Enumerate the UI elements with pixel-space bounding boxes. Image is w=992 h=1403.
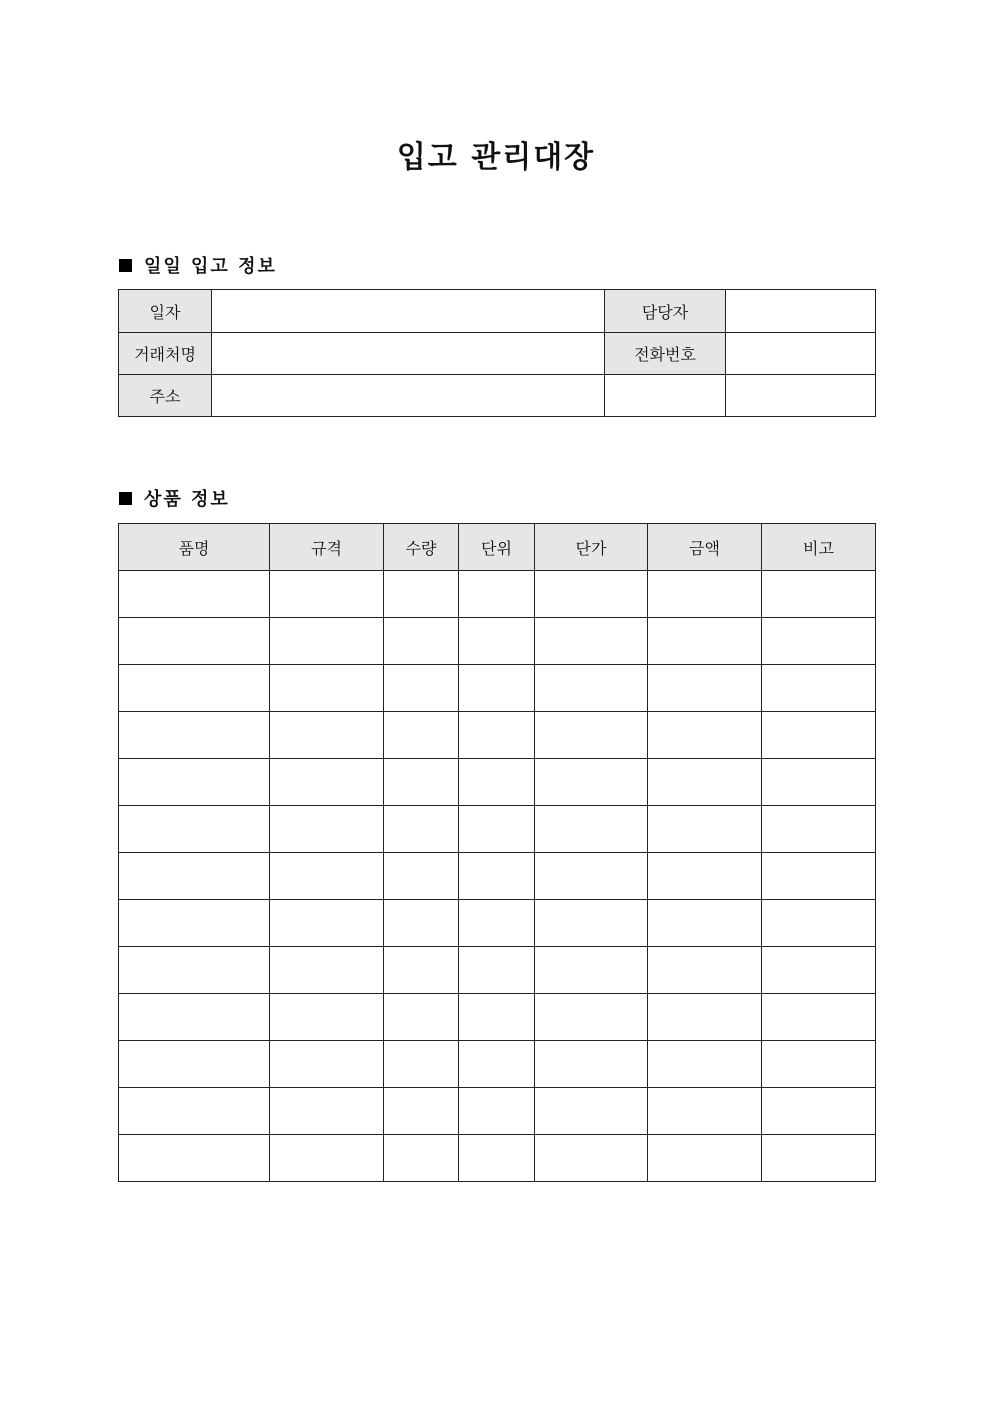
amount-cell[interactable] bbox=[648, 665, 762, 712]
remarks-cell[interactable] bbox=[762, 947, 876, 994]
spec-cell[interactable] bbox=[270, 853, 384, 900]
unit-cell[interactable] bbox=[459, 947, 535, 994]
extra-field-2[interactable] bbox=[726, 375, 876, 417]
spec-cell[interactable] bbox=[270, 1041, 384, 1088]
amount-cell[interactable] bbox=[648, 618, 762, 665]
item-name-cell[interactable] bbox=[119, 994, 270, 1041]
amount-cell[interactable] bbox=[648, 1041, 762, 1088]
unit-price-cell[interactable] bbox=[535, 571, 648, 618]
amount-cell[interactable] bbox=[648, 1135, 762, 1182]
client-label: 거래처명 bbox=[119, 333, 212, 375]
info-row-client bbox=[119, 333, 876, 375]
quantity-cell[interactable] bbox=[384, 759, 459, 806]
table-row bbox=[119, 1088, 876, 1135]
date-field[interactable] bbox=[212, 290, 605, 333]
unit-cell[interactable] bbox=[459, 806, 535, 853]
spec-cell[interactable] bbox=[270, 806, 384, 853]
unit-cell[interactable] bbox=[459, 618, 535, 665]
square-bullet-icon bbox=[119, 259, 132, 272]
table-row bbox=[119, 665, 876, 712]
section-heading-product-info bbox=[119, 485, 230, 511]
amount-cell[interactable] bbox=[648, 947, 762, 994]
product-table-body bbox=[119, 571, 876, 1182]
unit-cell[interactable] bbox=[459, 1041, 535, 1088]
table-row bbox=[119, 1041, 876, 1088]
daily-receipt-info-table bbox=[118, 289, 876, 417]
unit-cell[interactable] bbox=[459, 853, 535, 900]
column-header-spec: 규격 bbox=[270, 524, 384, 571]
table-row bbox=[119, 900, 876, 947]
unit-price-cell[interactable] bbox=[535, 994, 648, 1041]
unit-price-cell[interactable] bbox=[535, 1135, 648, 1182]
spec-cell[interactable] bbox=[270, 994, 384, 1041]
quantity-cell[interactable] bbox=[384, 853, 459, 900]
info-row-address bbox=[119, 375, 876, 417]
spec-cell[interactable] bbox=[270, 1088, 384, 1135]
item-name-cell[interactable] bbox=[119, 900, 270, 947]
phone-field[interactable] bbox=[726, 333, 876, 375]
remarks-cell[interactable] bbox=[762, 853, 876, 900]
quantity-cell[interactable] bbox=[384, 1135, 459, 1182]
phone-label: 전화번호 bbox=[605, 333, 726, 375]
item-name-cell[interactable] bbox=[119, 1135, 270, 1182]
table-row bbox=[119, 1135, 876, 1182]
remarks-cell[interactable] bbox=[762, 1041, 876, 1088]
address-field[interactable] bbox=[212, 375, 605, 417]
quantity-cell[interactable] bbox=[384, 571, 459, 618]
unit-price-cell[interactable] bbox=[535, 759, 648, 806]
table-row bbox=[119, 806, 876, 853]
item-name-cell[interactable] bbox=[119, 712, 270, 759]
unit-price-cell[interactable] bbox=[535, 947, 648, 994]
manager-label: 담당자 bbox=[605, 290, 726, 333]
table-row bbox=[119, 853, 876, 900]
table-row bbox=[119, 618, 876, 665]
unit-price-cell[interactable] bbox=[535, 618, 648, 665]
quantity-cell[interactable] bbox=[384, 900, 459, 947]
section-heading-text: 상품 정보 bbox=[144, 489, 230, 510]
column-header-amount: 금액 bbox=[648, 524, 762, 571]
column-header-unit: 단위 bbox=[459, 524, 535, 571]
remarks-cell[interactable] bbox=[762, 1088, 876, 1135]
unit-price-cell[interactable] bbox=[535, 853, 648, 900]
remarks-cell[interactable] bbox=[762, 665, 876, 712]
spec-cell[interactable] bbox=[270, 571, 384, 618]
table-row bbox=[119, 759, 876, 806]
remarks-cell[interactable] bbox=[762, 994, 876, 1041]
item-name-cell[interactable] bbox=[119, 806, 270, 853]
table-row bbox=[119, 571, 876, 618]
quantity-cell[interactable] bbox=[384, 665, 459, 712]
remarks-cell[interactable] bbox=[762, 571, 876, 618]
spec-cell[interactable] bbox=[270, 900, 384, 947]
spec-cell[interactable] bbox=[270, 712, 384, 759]
spec-cell[interactable] bbox=[270, 1135, 384, 1182]
unit-price-cell[interactable] bbox=[535, 806, 648, 853]
spec-cell[interactable] bbox=[270, 665, 384, 712]
column-header-quantity: 수량 bbox=[384, 524, 459, 571]
unit-price-cell[interactable] bbox=[535, 665, 648, 712]
product-info-table bbox=[118, 523, 876, 1182]
amount-cell[interactable] bbox=[648, 712, 762, 759]
address-label: 주소 bbox=[119, 375, 212, 417]
date-label: 일자 bbox=[119, 290, 212, 333]
unit-cell[interactable] bbox=[459, 571, 535, 618]
unit-cell[interactable] bbox=[459, 1088, 535, 1135]
quantity-cell[interactable] bbox=[384, 947, 459, 994]
amount-cell[interactable] bbox=[648, 806, 762, 853]
product-header-row bbox=[119, 524, 876, 571]
unit-price-cell[interactable] bbox=[535, 900, 648, 947]
quantity-cell[interactable] bbox=[384, 1041, 459, 1088]
remarks-cell[interactable] bbox=[762, 806, 876, 853]
info-row-date bbox=[119, 290, 876, 333]
item-name-cell[interactable] bbox=[119, 759, 270, 806]
quantity-cell[interactable] bbox=[384, 994, 459, 1041]
table-row bbox=[119, 712, 876, 759]
table-row bbox=[119, 994, 876, 1041]
client-field[interactable] bbox=[212, 333, 605, 375]
remarks-cell[interactable] bbox=[762, 1135, 876, 1182]
unit-cell[interactable] bbox=[459, 1135, 535, 1182]
column-header-item-name: 품명 bbox=[119, 524, 270, 571]
section-heading-daily-receipt bbox=[119, 252, 277, 278]
unit-cell[interactable] bbox=[459, 994, 535, 1041]
quantity-cell[interactable] bbox=[384, 1088, 459, 1135]
quantity-cell[interactable] bbox=[384, 806, 459, 853]
square-bullet-icon bbox=[119, 492, 132, 505]
spec-cell[interactable] bbox=[270, 947, 384, 994]
amount-cell[interactable] bbox=[648, 1088, 762, 1135]
unit-price-cell[interactable] bbox=[535, 1088, 648, 1135]
remarks-cell[interactable] bbox=[762, 618, 876, 665]
remarks-cell[interactable] bbox=[762, 712, 876, 759]
item-name-cell[interactable] bbox=[119, 571, 270, 618]
spec-cell[interactable] bbox=[270, 759, 384, 806]
unit-cell[interactable] bbox=[459, 900, 535, 947]
quantity-cell[interactable] bbox=[384, 618, 459, 665]
unit-cell[interactable] bbox=[459, 665, 535, 712]
quantity-cell[interactable] bbox=[384, 712, 459, 759]
table-row bbox=[119, 947, 876, 994]
amount-cell[interactable] bbox=[648, 853, 762, 900]
item-name-cell[interactable] bbox=[119, 853, 270, 900]
extra-field-1[interactable] bbox=[605, 375, 726, 417]
column-header-remarks: 비고 bbox=[762, 524, 876, 571]
amount-cell[interactable] bbox=[648, 571, 762, 618]
unit-cell[interactable] bbox=[459, 712, 535, 759]
item-name-cell[interactable] bbox=[119, 1088, 270, 1135]
amount-cell[interactable] bbox=[648, 994, 762, 1041]
item-name-cell[interactable] bbox=[119, 618, 270, 665]
item-name-cell[interactable] bbox=[119, 665, 270, 712]
remarks-cell[interactable] bbox=[762, 900, 876, 947]
item-name-cell[interactable] bbox=[119, 947, 270, 994]
column-header-unit-price: 단가 bbox=[535, 524, 648, 571]
section-heading-text: 일일 입고 정보 bbox=[144, 256, 277, 277]
spec-cell[interactable] bbox=[270, 618, 384, 665]
remarks-cell[interactable] bbox=[762, 759, 876, 806]
unit-price-cell[interactable] bbox=[535, 712, 648, 759]
page-title: 입고 관리대장 bbox=[396, 140, 596, 175]
item-name-cell[interactable] bbox=[119, 1041, 270, 1088]
unit-cell[interactable] bbox=[459, 759, 535, 806]
amount-cell[interactable] bbox=[648, 900, 762, 947]
manager-field[interactable] bbox=[726, 290, 876, 333]
unit-price-cell[interactable] bbox=[535, 1041, 648, 1088]
amount-cell[interactable] bbox=[648, 759, 762, 806]
